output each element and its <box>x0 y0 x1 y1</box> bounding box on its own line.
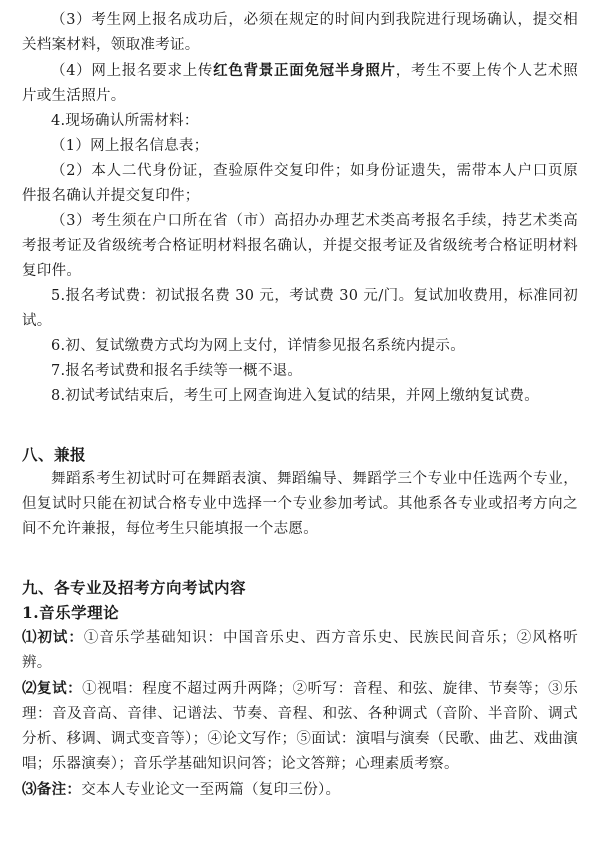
photo-requirement-tail: ，考生不要上传个人艺术照片或生活照片。 <box>22 63 578 104</box>
preliminary-exam-content: ①音乐学基础知识：中国音乐史、西方音乐史、民族民间音乐；②风格听辨。 <box>22 630 578 671</box>
second-exam <box>22 676 578 777</box>
item-6-payment: 6.初、复试缴费方式均为网上支付，详情参见报名系统内提示。 <box>51 338 466 354</box>
item-5-fees: 5.报名考试费：初试报名费 30 元，考试费 30 元/门。复试加收费用，标准同初试。 <box>22 288 578 329</box>
section-8-title: 八、兼报 <box>22 445 87 464</box>
section-8-body: 舞蹈系考生初试时可在舞蹈表演、舞蹈编导、舞蹈学三个专业中任选两个专业，但复试时只能在初试合格专业中选择一个专业参加考试。其他系各专业或招考方向之间不允许兼报，每位考生只能填报一个志愿。 <box>22 471 578 537</box>
subsection-music-theory-title: 1.音乐学理论 <box>22 603 120 622</box>
paragraph-photo-requirement <box>22 58 578 109</box>
item-7-no-refund: 7.报名考试费和报名手续等一概不退。 <box>51 363 303 379</box>
paragraph-online-registration-confirmation: （3）考生网上报名成功后，必须在规定的时间内到我院进行现场确认，提交相关档案材料，领取准考证。 <box>22 12 578 53</box>
item-8-results: 8.初试考试结束后，考生可上网查询进入复试的结果，并网上缴纳复试费。 <box>51 388 540 404</box>
material-1: （1）网上报名信息表； <box>51 138 209 154</box>
material-3: （3）考生须在户口所在省（市）高招办办理艺术类高考报名手续，持艺术类高考报考证及省级统考合格证明材料报名确认，并提交报考证及省级统考合格证明材料复印件。 <box>22 213 578 279</box>
material-2: （2）本人二代身份证，查验原件交复印件；如身份证遗失，需带本人户口页原件报名确认并提交复印件； <box>22 163 578 204</box>
photo-requirement-emphasis: 红色背景正面免冠半身照片 <box>213 62 396 79</box>
remarks-content: 交本人专业论文一至两篇（复印三份）。 <box>81 782 341 798</box>
remarks-label: ⑶备注： <box>22 781 82 798</box>
second-exam-label: ⑵复试： <box>22 680 83 697</box>
remarks <box>22 777 578 803</box>
section-9-title: 九、各专业及招考方向考试内容 <box>22 578 247 597</box>
second-exam-content: ①视唱：程度不超过两升两降；②听写：音程、和弦、旋律、节奏等；③乐理：音及音高、音律、记谱法、节奏、音程、和弦、各种调式（音阶、半音阶、调式分析、移调、调式变音等）；④论文写作；⑤面试：演唱与演奏（民歌、曲艺、戏曲演唱；乐器演奏）；音乐学基础知识问答；论文答辩；心理素质考察。 <box>22 681 578 772</box>
photo-requirement-lead: （4）网上报名要求上传 <box>51 63 214 79</box>
preliminary-exam-label: ⑴初试： <box>22 629 84 646</box>
section-spacer <box>22 409 578 442</box>
section-spacer <box>22 542 578 575</box>
preliminary-exam <box>22 625 578 676</box>
item-4-title: 4.现场确认所需材料： <box>51 113 199 129</box>
